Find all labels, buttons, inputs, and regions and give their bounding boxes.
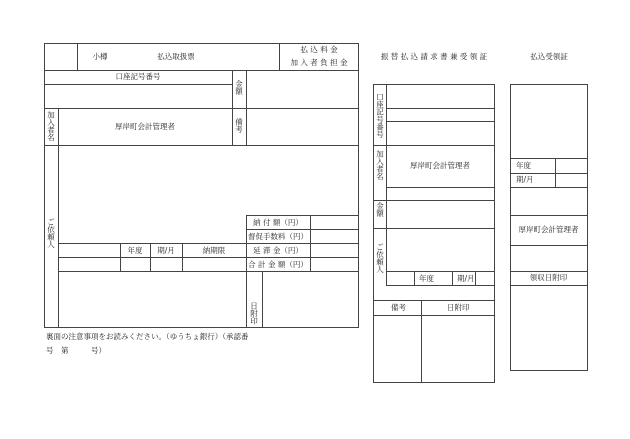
receipt-amount-label: 金額 — [375, 202, 385, 217]
divider — [246, 215, 358, 216]
receipt-year-label: 年度 — [419, 274, 434, 283]
period-deadline-header: 納期限 — [202, 246, 226, 255]
breakdown-reminder-fee-label: 督促手数料（円） — [248, 232, 308, 241]
divider — [510, 158, 587, 159]
divider — [373, 300, 494, 301]
divider — [246, 229, 358, 230]
divider — [44, 70, 358, 71]
divider — [386, 285, 494, 286]
receipt-stamp-label: 日附印 — [447, 303, 470, 312]
divider — [44, 84, 232, 85]
receipt-remarks-label: 備考 — [391, 303, 406, 312]
divider — [232, 70, 233, 145]
receipt-period-label: 期/月 — [457, 274, 475, 283]
divider — [386, 271, 494, 272]
remarks-label: 備考 — [234, 118, 244, 133]
divider — [510, 173, 587, 174]
receipt-payer-label: ご依頼人 — [375, 243, 385, 273]
divider — [58, 243, 358, 244]
receipt-account-label: 口座記号番号 — [375, 93, 385, 138]
form-title: 払込取扱票 — [157, 52, 195, 61]
fee-label: 払 込 料 金 — [300, 45, 338, 54]
office-name: 小樽 — [92, 52, 108, 61]
divider — [475, 271, 476, 285]
fee-bearer-label: 加 入 者 負 担 金 — [290, 58, 348, 67]
divider — [373, 228, 494, 229]
receipt-title: 振 替 払 込 請 求 書 兼 受 領 証 — [380, 52, 488, 61]
breakdown-late-fee-label: 延 滞 金（円） — [253, 246, 303, 255]
divider — [373, 315, 494, 316]
divider — [510, 187, 587, 188]
divider — [262, 271, 263, 327]
payment-slip-frame — [44, 43, 359, 328]
breakdown-total-label: 合 計 金 額（円） — [248, 260, 308, 269]
account-number-label: 口座記号番号 — [115, 72, 161, 81]
breakdown-payment-label: 納 付 額（円） — [253, 218, 303, 227]
stub-payee-name: 厚岸町会計管理者 — [518, 225, 579, 234]
divider — [386, 121, 494, 122]
receipt-payee-name: 厚岸町会計管理者 — [410, 161, 470, 170]
divider — [77, 43, 78, 70]
divider — [510, 215, 587, 216]
divider — [510, 271, 587, 272]
period-year-header: 年度 — [127, 246, 143, 255]
divider — [246, 215, 247, 327]
divider — [310, 215, 311, 271]
divider — [246, 70, 247, 145]
stub-title: 払込受領証 — [530, 52, 568, 61]
divider — [386, 108, 494, 109]
back-notice-line1: 裏面の注意事項をお読みください。（ゆうちょ銀行）（承認番 — [46, 332, 249, 341]
divider — [58, 271, 358, 272]
divider — [414, 271, 415, 285]
payee-label: 加入者名 — [46, 111, 56, 141]
divider — [373, 145, 494, 146]
divider — [373, 200, 494, 201]
divider — [386, 84, 387, 285]
back-notice-line2: 号 第 号） — [46, 346, 106, 355]
payer-label: ご依頼人 — [46, 218, 56, 248]
period-month-header: 期/月 — [157, 246, 175, 255]
receipt-frame — [373, 84, 495, 383]
stub-period-label: 期/月 — [516, 175, 534, 184]
divider — [58, 108, 59, 327]
amount-label: 金額 — [234, 80, 244, 95]
payee-name: 厚岸町会計管理者 — [115, 122, 175, 131]
divider — [452, 271, 453, 285]
divider — [44, 145, 358, 146]
divider — [510, 245, 587, 246]
divider — [44, 108, 358, 109]
date-stamp-label: 日附印 — [249, 302, 259, 325]
stub-stamp-label: 領収日附印 — [529, 273, 568, 282]
stub-year-label: 年度 — [516, 161, 531, 170]
divider — [386, 187, 494, 188]
divider — [421, 300, 422, 382]
divider — [58, 257, 358, 258]
divider — [555, 158, 556, 187]
divider — [510, 285, 587, 286]
receipt-payee-label: 加入者名 — [375, 150, 385, 180]
